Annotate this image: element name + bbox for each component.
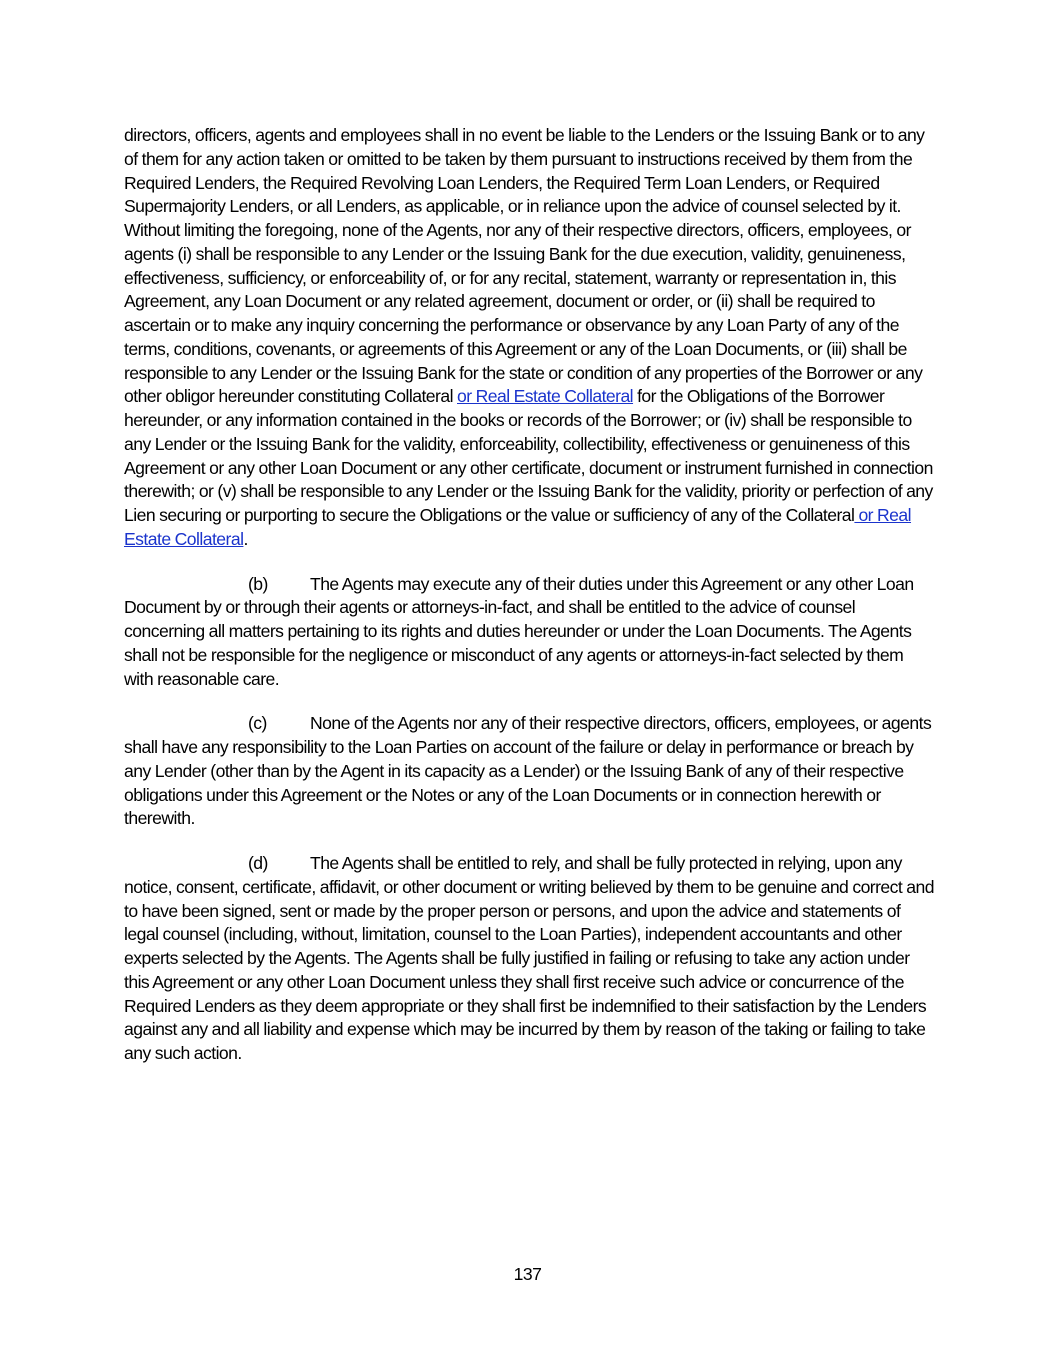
paragraph-b-text: The Agents may execute any of their duties under this Agreement or any other Loan Document by or through their agents or attorneys-in-fact, and shall be entitled to the advice of counsel concerning all matters pertaining to its rights and duties hereunder or under the Loan Documents. The Agents shall not be responsible for the negligence or misconduct of any agents or attorneys-in-fact selected by them with reasonable care. (124, 573, 914, 689)
paragraph-a (124, 124, 936, 552)
paragraph-d (124, 852, 936, 1066)
real-estate-collateral-link-1[interactable]: or Real Estate Collateral (457, 386, 634, 407)
paragraph-a-text-3: . (243, 528, 248, 549)
document-body (124, 124, 936, 1066)
paragraph-a-text-2: for the Obligations of the Borrower hereunder, or any information contained in the books or records of the Borrower; or (iv) shall be responsible to any Lender or the Issuing Bank for the validity, enforceability, collectibility, effectiveness or genuineness of this Agreement or any other Loan Document or any other certificate, document or instrument furnished in connection therewith; or (v) shall be responsible to any Lender or the Issuing Bank for the validity, priority or perfection of any Lien securing or purporting to secure the Obligations or the value or sufficiency of any of the Collateral (124, 386, 933, 525)
paragraph-c-text: None of the Agents nor any of their respective directors, officers, employees, or agents shall have any responsibility to the Loan Parties on account of the failure or delay in performance or breach by any Lender (other than by the Agent in its capacity as a Lender) or the Issuing Bank of any of their respective obligations under this Agreement or the Notes or any of the Loan Documents or in connection herewith or therewith. (124, 713, 932, 829)
paragraph-b (124, 573, 936, 692)
paragraph-d-marker: (d) (248, 853, 268, 873)
paragraph-b-marker: (b) (248, 573, 268, 594)
page-number: 137 (513, 1264, 542, 1284)
paragraph-c-marker: (c) (248, 713, 267, 734)
paragraph-c (124, 712, 936, 831)
real-estate-collateral-link-2[interactable]: or Real Estate Collateral (124, 505, 912, 549)
paragraph-a-text-1: directors, officers, agents and employees shall in no event be liable to the Lenders or the Issuing Bank or to any of them for any action taken or omitted to be taken by them pursuant to instructions received by them from the Required Lenders, the Required Revolving Loan Lenders, the Required Term Loan Lenders, or Required Supermajority Lenders, or all Lenders, as applicable, or in reliance upon the advice of counsel selected by it. Without limiting the foregoing, none of the Agents, nor any of their respective directors, officers, employees, or agents (i) shall be responsible to any Lender or the Issuing Bank for the due execution, validity, genuineness, effectiveness, sufficiency, or enforceability of, or for any recital, statement, warranty or representation in, this Agreement, any Loan Document or any related agreement, document or order, or (ii) shall be required to ascertain or to make any inquiry concerning the performance or observance by any Loan Party of any of the terms, conditions, covenants, or agreements of this Agreement or any of the Loan Documents, or (iii) shall be responsible to any Lender or the Issuing Bank for the state or condition of any properties of the Borrower or any other obligor hereunder constituting Collateral (124, 125, 925, 407)
paragraph-d-text: The Agents shall be entitled to rely, and shall be fully protected in relying, upon any notice, consent, certificate, affidavit, or other document or writing believed by them to be genuine and correct and to have been signed, sent or made by the proper person or persons, and upon the advice and statements of legal counsel (including, without, limitation, counsel to the Loan Parties), independent accountants and other experts selected by the Agents. The Agents shall be fully justified in failing or refusing to take any action under this Agreement or any other Loan Document unless they shall first receive such advice or concurrence of the Required Lenders as they deem appropriate or they shall first be indemnified to their satisfaction by the Lenders against any and all liability and expense which may be incurred by them by reason of the taking or failing to take any such action. (124, 853, 934, 1063)
